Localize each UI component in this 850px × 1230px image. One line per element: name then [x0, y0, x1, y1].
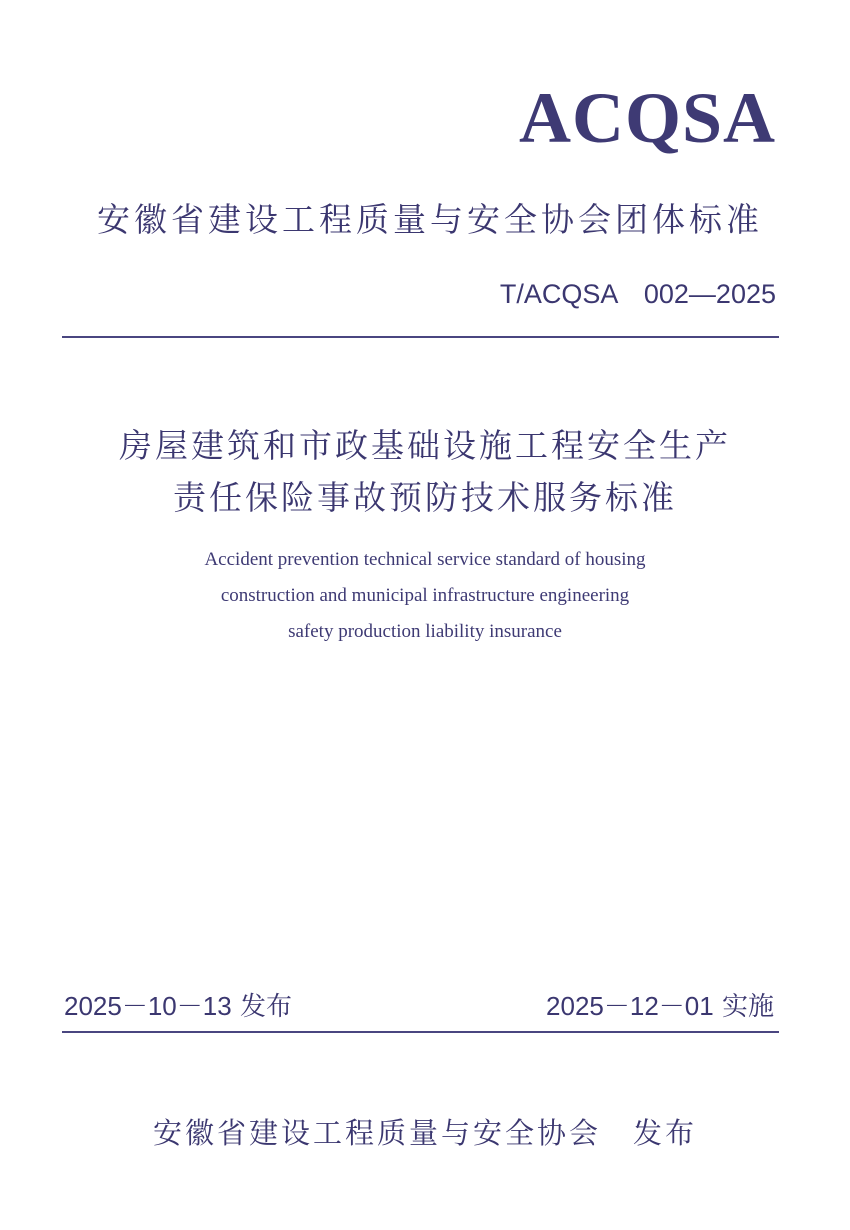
issue-date: 2025－10－13 [64, 991, 232, 1021]
organization-standard-title: 安徽省建设工程质量与安全协会团体标准 [97, 200, 763, 239]
acqsa-logo: ACQSA [518, 78, 776, 158]
issue-label: 发布 [239, 992, 292, 1022]
english-title-line-2: construction and municipal infrastructure engineering [220, 585, 630, 606]
effective-date: 2025－12－01 [546, 991, 714, 1021]
top-divider [62, 336, 779, 338]
chinese-title-line-1: 房屋建筑和市政基础设施工程安全生产 [119, 426, 731, 465]
standard-number: T/ACQSA 002—2025 [499, 279, 776, 309]
english-title-line-3: safety production liability insurance [288, 621, 562, 642]
effective-date-block [546, 989, 774, 1024]
chinese-title [0, 420, 850, 524]
english-title-line-1: Accident prevention technical service standard of housing [204, 549, 646, 570]
bottom-divider [62, 1031, 779, 1033]
effective-label: 实施 [721, 992, 774, 1022]
english-title [0, 542, 850, 650]
chinese-title-line-2: 责任保险事故预防技术服务标准 [173, 478, 677, 517]
issue-date-block [64, 989, 292, 1024]
publisher: 安徽省建设工程质量与安全协会 发布 [152, 1116, 697, 1150]
